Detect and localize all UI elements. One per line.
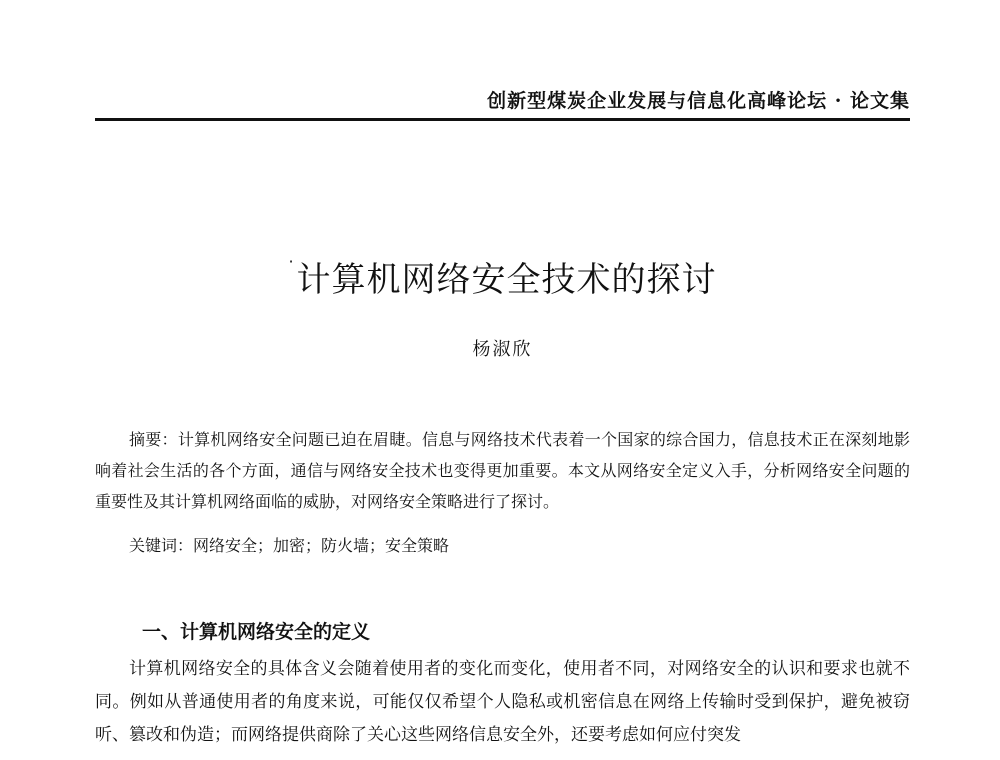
section-heading: 一、计算机网络安全的定义 [142, 621, 371, 643]
article-title [95, 252, 910, 301]
article-title-text: 计算机网络安全技术的探讨 [296, 260, 717, 300]
header-rule [95, 118, 910, 121]
article-author: 杨淑欣 [472, 339, 533, 360]
running-header: 创新型煤炭企业发展与信息化高峰论坛 · 论文集 [487, 90, 910, 112]
keywords: 关键词：网络安全；加密；防火墙；安全策略 [129, 536, 450, 555]
body-paragraph: 计算机网络安全的具体含义会随着使用者的变化而变化，使用者不同，对网络安全的认识和要求也就不同。例如从普通使用者的角度来说，可能仅仅希望个人隐私或机密信息在网络上传输时受到保护，避免被窃听、篡改和伪造；而网络提供商除了关心这些网络信息安全外，还要考虑如何应付突发 [95, 659, 910, 745]
abstract: 摘要：计算机网络安全问题已迫在眉睫。信息与网络技术代表着一个国家的综合国力，信息技术正在深刻地影响着社会生活的各个方面，通信与网络安全技术也变得更加重要。本文从网络安全定义入手，分析网络安全问题的重要性及其计算机网络面临的威胁，对网络安全策略进行了探讨。 [95, 430, 910, 511]
title-footnote-mark: · [288, 252, 295, 271]
